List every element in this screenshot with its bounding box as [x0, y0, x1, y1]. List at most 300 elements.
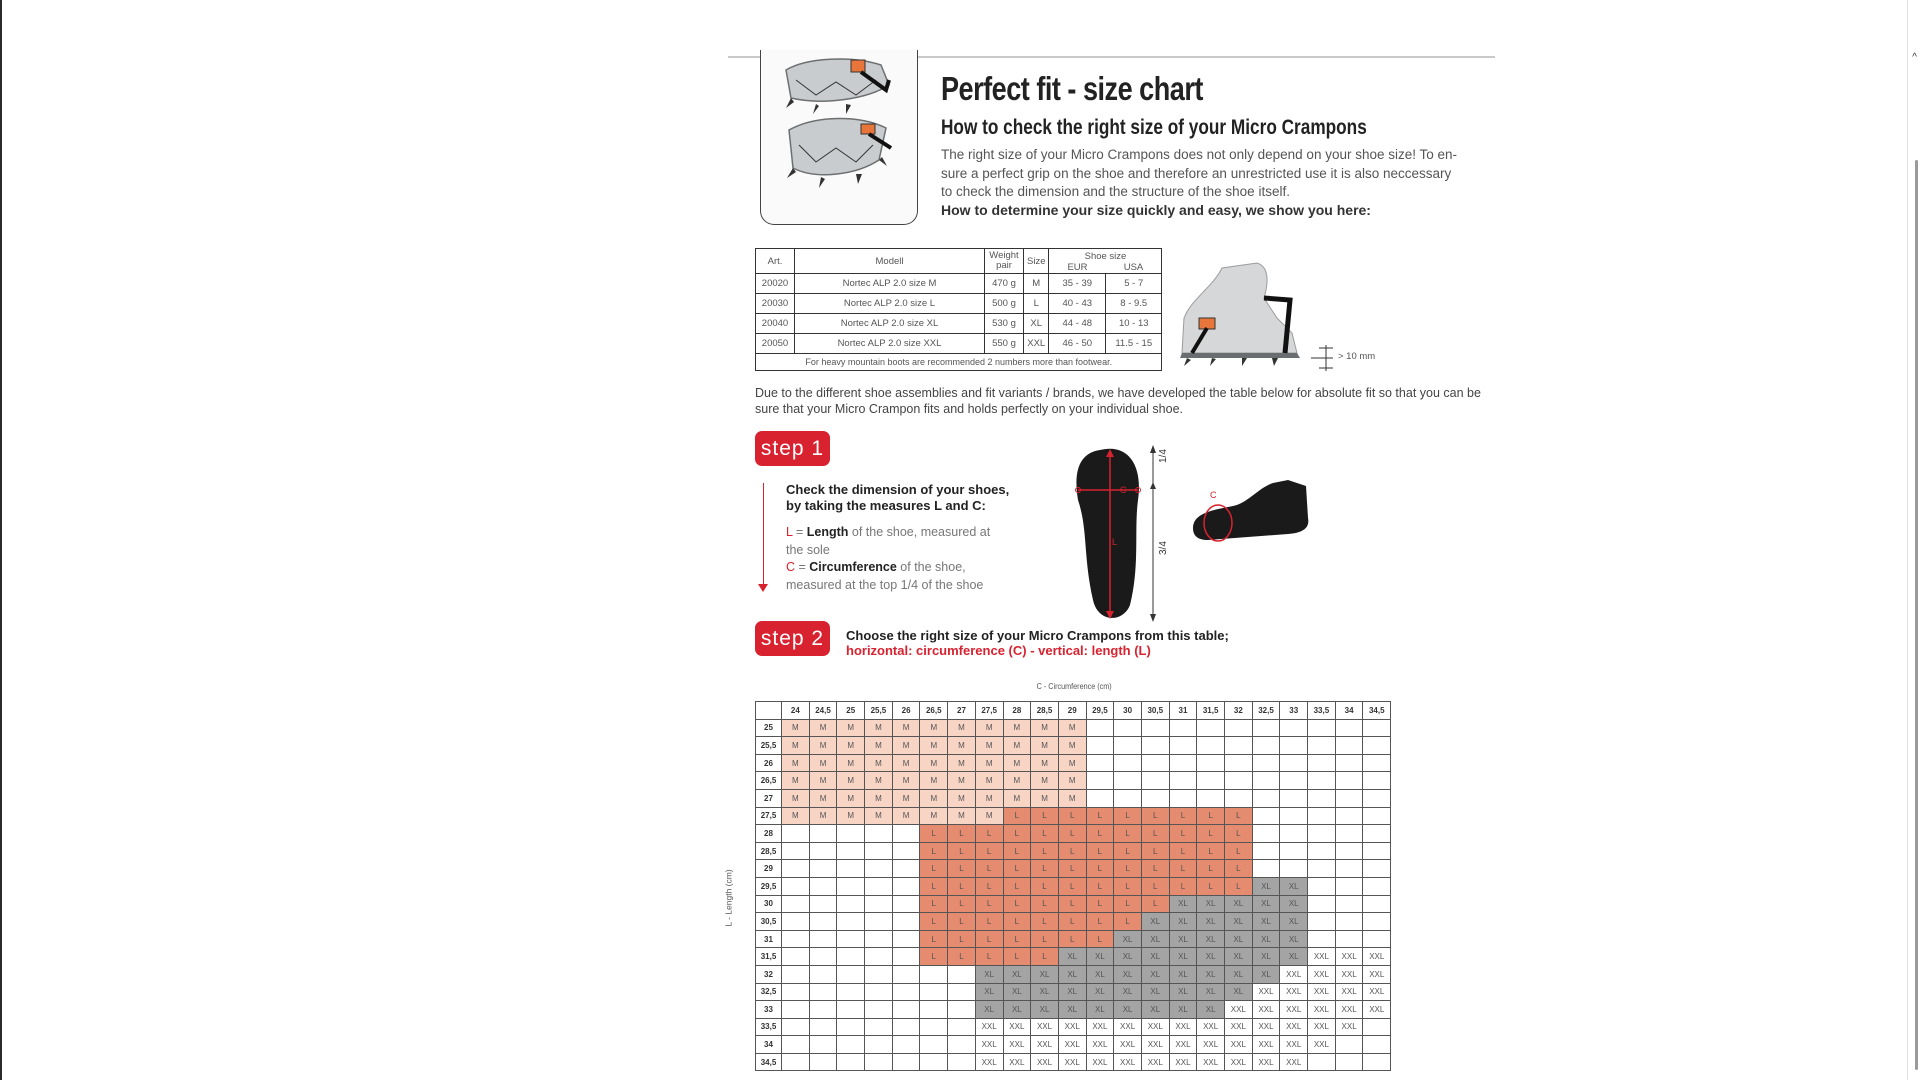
size-cell: XXL [1308, 1018, 1336, 1036]
size-cell: XL [1225, 948, 1253, 966]
size-cell: M [892, 737, 920, 755]
size-cell [1280, 789, 1308, 807]
document-page [723, 56, 1495, 1082]
size-cell: L [1225, 825, 1253, 843]
size-cell: XL [1169, 1001, 1197, 1019]
size-cell [782, 860, 810, 878]
spec-table [755, 248, 1162, 371]
size-cell: L [1003, 895, 1031, 913]
size-cell: L [948, 860, 976, 878]
size-cell [1225, 719, 1253, 737]
size-cell [809, 913, 837, 931]
size-cell: XXL [1308, 1001, 1336, 1019]
size-cell: XXL [1335, 983, 1363, 1001]
size-cell: M [920, 789, 948, 807]
size-row [756, 754, 1391, 772]
size-cell: XXL [1086, 1018, 1114, 1036]
size-cell [948, 1036, 976, 1054]
size-cell: L [1141, 895, 1169, 913]
size-cell [837, 825, 865, 843]
size-cell [1308, 789, 1336, 807]
size-cell [809, 825, 837, 843]
size-cell [892, 825, 920, 843]
size-cell [1169, 719, 1197, 737]
l-equals: = [792, 525, 807, 539]
spec-row [756, 334, 1162, 354]
size-cell [837, 877, 865, 895]
sole-diagram [1068, 445, 1188, 625]
size-cell: L [1003, 807, 1031, 825]
size-cell: XL [1003, 1001, 1031, 1019]
size-cell [1308, 1053, 1336, 1071]
size-column-header: 30,5 [1141, 702, 1169, 720]
size-cell [1308, 719, 1336, 737]
size-cell [1363, 789, 1391, 807]
size-cell: XXL [1031, 1036, 1059, 1054]
size-row [756, 789, 1391, 807]
size-cell [892, 983, 920, 1001]
size-cell [1335, 789, 1363, 807]
size-column-header: 26 [892, 702, 920, 720]
size-cell: L [1114, 913, 1142, 931]
size-cell [1252, 719, 1280, 737]
size-cell: M [920, 772, 948, 790]
vertical-scrollbar[interactable] [1907, 0, 1920, 1080]
size-cell: XL [1031, 1001, 1059, 1019]
size-cell [1363, 842, 1391, 860]
size-cell [1114, 772, 1142, 790]
size-cell: M [837, 719, 865, 737]
size-cell [1335, 807, 1363, 825]
size-cell [809, 930, 837, 948]
spec-cell-art: 20040 [756, 314, 795, 334]
spec-row [756, 294, 1162, 314]
size-cell: M [892, 754, 920, 772]
size-cell: M [892, 719, 920, 737]
size-cell: L [948, 842, 976, 860]
size-row-header: 34,5 [756, 1053, 782, 1071]
size-cell [782, 930, 810, 948]
size-cell: L [1114, 842, 1142, 860]
size-cell: XXL [1280, 1001, 1308, 1019]
size-cell: M [975, 807, 1003, 825]
size-row [756, 930, 1391, 948]
size-cell: XXL [1252, 1001, 1280, 1019]
spec-cell-eur: 35 - 39 [1049, 274, 1106, 294]
size-cell: XL [1086, 1001, 1114, 1019]
size-cell: M [920, 719, 948, 737]
spec-row [756, 274, 1162, 294]
size-cell [1252, 842, 1280, 860]
size-cell: XL [1058, 983, 1086, 1001]
crampons-image [761, 50, 917, 224]
size-cell [1308, 842, 1336, 860]
size-cell: L [1031, 825, 1059, 843]
size-cell [1169, 789, 1197, 807]
size-column-header: 27,5 [975, 702, 1003, 720]
size-cell: XL [1252, 948, 1280, 966]
size-cell: XXL [1252, 1036, 1280, 1054]
spec-cell-eur: 44 - 48 [1049, 314, 1106, 334]
step2-instructions [846, 628, 1229, 658]
size-cell: XXL [1141, 1053, 1169, 1071]
size-cell [1363, 807, 1391, 825]
size-cell: L [920, 877, 948, 895]
spec-cell-usa: 11.5 - 15 [1105, 334, 1162, 354]
size-cell [1308, 737, 1336, 755]
size-row [756, 737, 1391, 755]
size-cell [865, 983, 893, 1001]
size-cell [1363, 895, 1391, 913]
size-row-header: 33 [756, 1001, 782, 1019]
size-cell: XXL [1335, 948, 1363, 966]
size-cell: M [782, 807, 810, 825]
size-column-header: 29,5 [1086, 702, 1114, 720]
size-cell: XL [1141, 930, 1169, 948]
l-definition: of the shoe, measured at the sole [786, 525, 991, 557]
size-cell: XL [1197, 895, 1225, 913]
size-cell: M [948, 754, 976, 772]
size-cell: XXL [1225, 1001, 1253, 1019]
size-cell: L [948, 913, 976, 931]
size-cell [1280, 737, 1308, 755]
size-cell: L [1031, 860, 1059, 878]
size-column-header: 28,5 [1031, 702, 1059, 720]
size-cell: XL [1086, 965, 1114, 983]
size-cell: XXL [1363, 965, 1391, 983]
size-cell: XL [1058, 965, 1086, 983]
size-cell: XL [1252, 965, 1280, 983]
size-cell [1141, 719, 1169, 737]
scroll-up-icon[interactable]: ^ [1912, 52, 1917, 63]
size-cell: XL [1197, 948, 1225, 966]
size-cell: M [782, 772, 810, 790]
size-cell: XXL [1363, 983, 1391, 1001]
size-cell: L [1114, 895, 1142, 913]
size-row-header: 28,5 [756, 842, 782, 860]
size-cell: M [1003, 719, 1031, 737]
size-corner-cell [756, 702, 782, 720]
size-cell [1308, 930, 1336, 948]
size-cell: XXL [1058, 1018, 1086, 1036]
size-cell [1169, 737, 1197, 755]
size-cell: M [948, 807, 976, 825]
size-cell [1169, 772, 1197, 790]
size-column-header: 33 [1280, 702, 1308, 720]
size-cell: XXL [1280, 1053, 1308, 1071]
size-column-header: 25 [837, 702, 865, 720]
size-cell [920, 965, 948, 983]
size-row [756, 860, 1391, 878]
size-cell: XXL [1169, 1018, 1197, 1036]
size-cell [948, 1053, 976, 1071]
size-cell [809, 1001, 837, 1019]
size-cell: M [809, 772, 837, 790]
scrollbar-thumb[interactable] [1915, 160, 1918, 1070]
size-cell: L [1031, 948, 1059, 966]
size-cell: L [1114, 807, 1142, 825]
size-cell: XL [1169, 930, 1197, 948]
boot-photo [1172, 258, 1332, 378]
step1-badge: step 1 [755, 431, 830, 466]
size-cell: L [1141, 807, 1169, 825]
size-cell [837, 1001, 865, 1019]
spec-cell-size: M [1024, 274, 1049, 294]
size-cell: M [975, 789, 1003, 807]
size-cell: M [1003, 754, 1031, 772]
size-cell: XL [1114, 983, 1142, 1001]
c-word: Circumference [809, 560, 897, 574]
size-cell [782, 983, 810, 1001]
spec-cell-modell: Nortec ALP 2.0 size XL [795, 314, 985, 334]
size-cell [865, 948, 893, 966]
size-cell [920, 1018, 948, 1036]
size-cell: L [1114, 825, 1142, 843]
size-cell [1252, 789, 1280, 807]
size-cell: XL [1141, 965, 1169, 983]
size-cell: L [948, 895, 976, 913]
spec-header-modell: Modell [795, 249, 985, 274]
size-cell [1308, 754, 1336, 772]
arrow-down-icon [758, 584, 768, 592]
size-cell: M [782, 754, 810, 772]
step1-heading: Check the dimension of your shoes, by taking the measures L and C: [786, 482, 1010, 513]
size-row [756, 772, 1391, 790]
size-cell [865, 1018, 893, 1036]
size-cell: M [1058, 789, 1086, 807]
size-cell: L [1003, 842, 1031, 860]
size-cell: L [920, 860, 948, 878]
size-cell: XL [1197, 965, 1225, 983]
size-cell: XXL [1225, 1018, 1253, 1036]
size-cell: L [1003, 930, 1031, 948]
size-cell [1335, 772, 1363, 790]
size-cell: XXL [1058, 1053, 1086, 1071]
size-cell [1086, 754, 1114, 772]
size-cell: XXL [1003, 1036, 1031, 1054]
spec-header-usa: USA [1105, 262, 1162, 274]
size-cell: XL [1280, 930, 1308, 948]
size-cell [1335, 1053, 1363, 1071]
size-cell: M [948, 789, 976, 807]
size-cell [920, 1053, 948, 1071]
size-cell: L [1169, 825, 1197, 843]
size-cell: L [948, 948, 976, 966]
spec-cell-art: 20030 [756, 294, 795, 314]
size-cell: L [1114, 860, 1142, 878]
spec-cell-size: L [1024, 294, 1049, 314]
size-cell [1308, 807, 1336, 825]
size-cell [892, 913, 920, 931]
size-cell [1280, 754, 1308, 772]
size-cell: XL [1169, 983, 1197, 1001]
size-cell: L [1086, 860, 1114, 878]
sole-l-label: L [1112, 537, 1118, 547]
size-cell: M [1058, 719, 1086, 737]
size-cell: M [892, 789, 920, 807]
size-cell: L [1141, 842, 1169, 860]
spec-cell-weight: 550 g [985, 334, 1024, 354]
length-axis-label: L - Length (cm) [723, 869, 734, 927]
size-cell: L [920, 913, 948, 931]
size-row [756, 807, 1391, 825]
size-cell [782, 895, 810, 913]
size-cell: L [1086, 930, 1114, 948]
size-cell [1335, 1036, 1363, 1054]
size-cell: L [948, 877, 976, 895]
size-cell [1335, 860, 1363, 878]
size-cell: M [809, 789, 837, 807]
size-cell: M [809, 719, 837, 737]
size-cell: M [948, 772, 976, 790]
spec-cell-modell: Nortec ALP 2.0 size XXL [795, 334, 985, 354]
size-cell [837, 1053, 865, 1071]
size-cell: M [865, 754, 893, 772]
size-cell: XXL [1197, 1036, 1225, 1054]
size-cell [1363, 754, 1391, 772]
size-cell: XL [1114, 948, 1142, 966]
size-cell [809, 1053, 837, 1071]
size-column-header: 24,5 [809, 702, 837, 720]
size-cell: M [920, 807, 948, 825]
size-cell: XL [1197, 913, 1225, 931]
size-cell: L [1003, 913, 1031, 931]
size-cell: L [1086, 842, 1114, 860]
size-cell: XL [1169, 913, 1197, 931]
size-cell: L [1197, 860, 1225, 878]
size-cell: M [975, 719, 1003, 737]
size-cell: L [1003, 825, 1031, 843]
spec-cell-art: 20050 [756, 334, 795, 354]
size-cell [1114, 719, 1142, 737]
size-cell [1335, 754, 1363, 772]
size-cell [1335, 737, 1363, 755]
size-cell: L [975, 877, 1003, 895]
size-column-header: 33,5 [1308, 702, 1336, 720]
size-cell: L [1086, 825, 1114, 843]
size-cell: L [975, 913, 1003, 931]
spec-cell-modell: Nortec ALP 2.0 size L [795, 294, 985, 314]
size-cell [1335, 913, 1363, 931]
size-cell: L [1086, 913, 1114, 931]
size-cell: XXL [1197, 1018, 1225, 1036]
size-cell: XL [1114, 965, 1142, 983]
size-row-header: 27 [756, 789, 782, 807]
size-row [756, 1036, 1391, 1054]
size-column-header: 25,5 [865, 702, 893, 720]
size-cell [837, 842, 865, 860]
size-cell: XL [1003, 965, 1031, 983]
size-cell: M [1031, 737, 1059, 755]
size-cell: XL [1141, 983, 1169, 1001]
size-row [756, 983, 1391, 1001]
size-cell [1225, 737, 1253, 755]
step1-definitions [786, 524, 1001, 594]
three-quarter-label: 3/4 [1158, 541, 1169, 555]
size-cell: M [837, 772, 865, 790]
size-cell [1252, 754, 1280, 772]
size-cell: L [920, 825, 948, 843]
size-cell: M [1003, 737, 1031, 755]
size-cell: M [1058, 772, 1086, 790]
size-cell: L [1114, 877, 1142, 895]
size-row-header: 29 [756, 860, 782, 878]
size-cell: M [865, 719, 893, 737]
size-cell [837, 948, 865, 966]
size-cell: L [1141, 877, 1169, 895]
size-cell: L [1197, 842, 1225, 860]
size-cell [948, 1001, 976, 1019]
spec-header-size: Size [1024, 249, 1049, 274]
size-row [756, 1018, 1391, 1036]
size-cell: XXL [1031, 1053, 1059, 1071]
size-row-header: 32 [756, 965, 782, 983]
size-row [756, 877, 1391, 895]
spec-header-eur: EUR [1049, 262, 1106, 274]
size-cell: XXL [1086, 1036, 1114, 1054]
size-cell [782, 842, 810, 860]
size-cell: L [975, 948, 1003, 966]
size-cell: L [1058, 930, 1086, 948]
size-cell: XL [1252, 895, 1280, 913]
size-row-header: 25,5 [756, 737, 782, 755]
size-cell: XL [1225, 983, 1253, 1001]
size-cell [1335, 895, 1363, 913]
size-cell: XXL [1114, 1053, 1142, 1071]
size-cell [1363, 930, 1391, 948]
size-cell: L [975, 842, 1003, 860]
size-cell [865, 895, 893, 913]
size-cell [892, 860, 920, 878]
size-cell [865, 877, 893, 895]
size-cell: L [1058, 842, 1086, 860]
size-cell: XXL [1308, 948, 1336, 966]
size-cell [1114, 754, 1142, 772]
size-cell [865, 930, 893, 948]
size-cell [782, 877, 810, 895]
size-cell: L [920, 842, 948, 860]
size-cell [1252, 860, 1280, 878]
size-cell [1086, 789, 1114, 807]
size-cell [1280, 860, 1308, 878]
size-cell [1335, 842, 1363, 860]
size-cell: L [1086, 807, 1114, 825]
size-cell [1280, 825, 1308, 843]
size-cell: XXL [1308, 965, 1336, 983]
size-cell [782, 1053, 810, 1071]
size-column-header: 30 [1114, 702, 1142, 720]
size-row-header: 33,5 [756, 1018, 782, 1036]
size-cell [809, 895, 837, 913]
c-letter: C [786, 560, 796, 574]
c-equals: = [795, 560, 810, 574]
size-cell: M [1058, 754, 1086, 772]
step1-arrow [763, 483, 764, 588]
size-cell [1197, 719, 1225, 737]
size-row-header: 31,5 [756, 948, 782, 966]
size-cell: XXL [1280, 983, 1308, 1001]
size-cell [865, 860, 893, 878]
size-row-header: 26 [756, 754, 782, 772]
size-cell: L [1058, 877, 1086, 895]
size-cell: L [1058, 895, 1086, 913]
size-cell: XL [1252, 877, 1280, 895]
size-cell [1114, 737, 1142, 755]
size-cell: L [1225, 877, 1253, 895]
size-cell: XL [1225, 895, 1253, 913]
size-cell: L [1169, 842, 1197, 860]
size-cell: XL [1141, 913, 1169, 931]
